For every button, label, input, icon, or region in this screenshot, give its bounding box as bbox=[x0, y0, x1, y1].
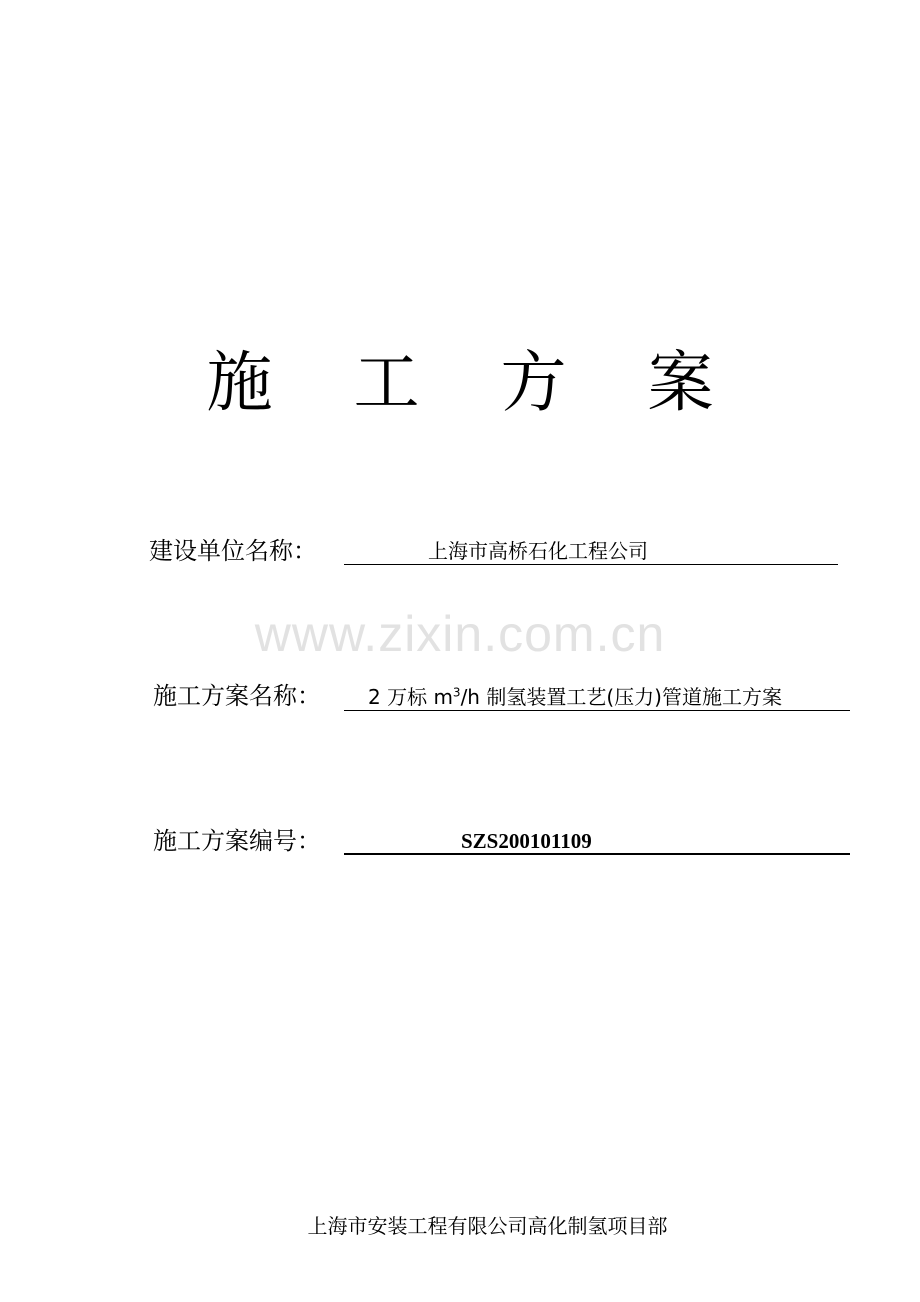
plan-number-underline bbox=[344, 823, 850, 855]
page-title: 施 工 方 案 bbox=[206, 344, 744, 421]
plan-number-value: SZS200101109 bbox=[461, 829, 592, 853]
plan-name-label: 施工方案名称： bbox=[153, 682, 321, 710]
plan-name-value bbox=[368, 682, 782, 712]
watermark: www.zixin.com.cn bbox=[254, 606, 666, 662]
plan-name-value-suffix: /h 制氢装置工艺(压力)管道施工方案 bbox=[460, 685, 782, 709]
plan-name-value-superscript: 3 bbox=[452, 685, 461, 700]
plan-number-label: 施工方案编号： bbox=[153, 827, 321, 855]
footer-organization: 上海市安装工程有限公司高化制氢项目部 bbox=[307, 1214, 668, 1238]
owner-value: 上海市高桥石化工程公司 bbox=[428, 539, 648, 563]
plan-name-value-prefix: 2 万标 m bbox=[368, 685, 453, 709]
owner-label: 建设单位名称： bbox=[149, 537, 317, 565]
